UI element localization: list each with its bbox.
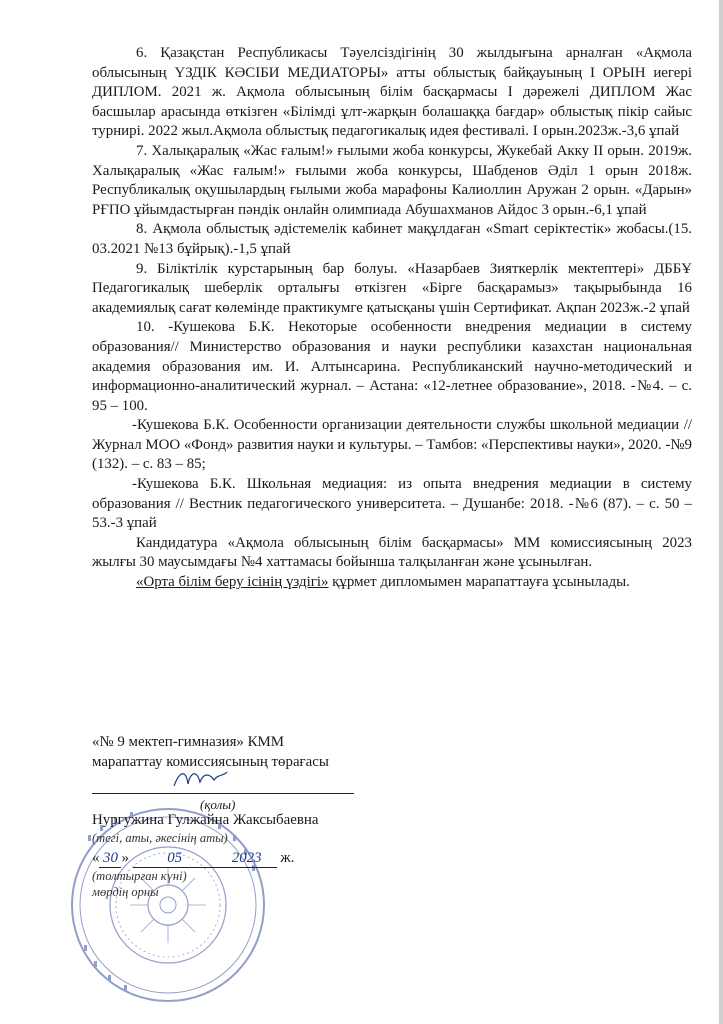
candidacy-paragraph: Кандидатура «Ақмола облысының білім басқармасы» ММ комиссиясының 2023 жылғы 30 маусымдағы №4 хаттамасы бойынша талқыланған және ұсынылған.	[92, 534, 692, 571]
date-close-quote: »	[121, 850, 129, 866]
date-row	[92, 850, 312, 868]
document-body	[92, 44, 692, 593]
publication-2-paragraph: -Кушекова Б.К. Особенности организации деятельности службы школьной медиации // Журнал МОО «Фонд» развития науки и культуры. – Тамбов: «Перспективы науки», 2020. -№9 (132). – с. 83 – 85;	[92, 417, 692, 473]
item-9-paragraph: 9. Біліктілік курстарының бар болуы. «Назарбаев Зияткерлік мектептері» ДББҰ Педагогикалық шеберлік орталығы өткізген «Бірге басқарамыз» тақырыбында 16 академиялық сағат көлемінде практикумге қатысқаны үшін Сертификат. Ақпан 2023ж.-2 ұпай	[92, 260, 692, 316]
seal-hint: мөрдің орны	[92, 885, 159, 899]
award-paragraph	[92, 573, 692, 593]
commission-chair-title: марапаттау комиссиясының төрағасы	[92, 753, 329, 770]
award-rest: құрмет дипломымен марапаттауға ұсынылады.	[328, 574, 630, 591]
item-6-paragraph: 6. Қазақстан Республикасы Тәуелсіздігінің 30 жылдығына арналған «Ақмола облысының ҮЗДІК КӘСІБИ МЕДИАТОРЫ» атты облыстық байқауының І ОРЫН иегері ДИПЛОМ. 2021 ж. Ақмола облысының білім басқармасы І дәрежелі ДИПЛОМ Жас басшылар арасында өткізген «Білімді ұлт-жарқын болашаққа бағдар» облыстық пікір сайыс турнирі. 2022 жыл.Ақмола облыстық педагогикалық идея фестивалі. І орын.2023ж.-3,6 ұпай	[92, 45, 692, 140]
signature-line	[92, 793, 354, 794]
date-hint: (толтырған күні)	[92, 869, 187, 883]
date-day: 30	[99, 850, 121, 868]
item-7-paragraph: 7. Халықаралық «Жас ғалым!» ғылыми жоба конкурсы, Жукебай Акку ІІ орын. 2019ж. Халықаралық «Жас ғалым!» ғылыми жоба конкурсы, Шабденов Әділ 1 орын 2018ж. Республикалық оқушылардың ғылыми жоба марафоны Калиоллин Аружан 2 орын. «Дарын» РҒПО ұйымдастырған пәндік онлайн олимпиада Абушахманов Айдос 3 орын.-6,1 ұпай	[92, 142, 692, 218]
date-open-quote: «	[92, 850, 100, 866]
scan-edge	[719, 0, 723, 1024]
item-10-paragraph: 10. -Кушекова Б.К. Некоторые особенности внедрения медиации в систему образования// Министерство образования и науки республики казахстан национальная академия образования им. И. Алтынсарина. Республиканский научно-методический и информационно-аналитический журнал. – Астана: «12-летнее образование», 2018. -№4. – с. 95 – 100.	[92, 319, 692, 414]
handwritten-signature	[170, 764, 230, 794]
item-8-paragraph: 8. Ақмола облыстық әдістемелік кабинет мақұлдаған «Smart серіктестік» жобасы.(15. 03.2021 №13 бұйрық).-1,5 ұпай	[92, 221, 692, 257]
publication-3-paragraph: -Кушекова Б.К. Школьная медиация: из опыта внедрения медиации в систему образования // Вестник педагогического университета. – Душанбе: 2018. -№6 (87). – с. 50 – 53.-3 ұпай	[92, 476, 692, 532]
school-name: «№ 9 мектеп-гимназия» КММ	[92, 734, 285, 750]
award-title: «Орта білім беру ісінің үздігі»	[136, 574, 329, 591]
name-hint: (тегі, аты, әкесінің аты)	[92, 831, 228, 845]
date-month: 05	[133, 850, 217, 868]
date-suffix: ж.	[276, 850, 295, 866]
signature-hint: (қолы)	[200, 797, 236, 812]
chair-name: Нургужина Гулжайна Жаксыбаевна	[92, 812, 319, 828]
date-year: 2023	[217, 850, 277, 868]
signature-block	[92, 733, 512, 772]
